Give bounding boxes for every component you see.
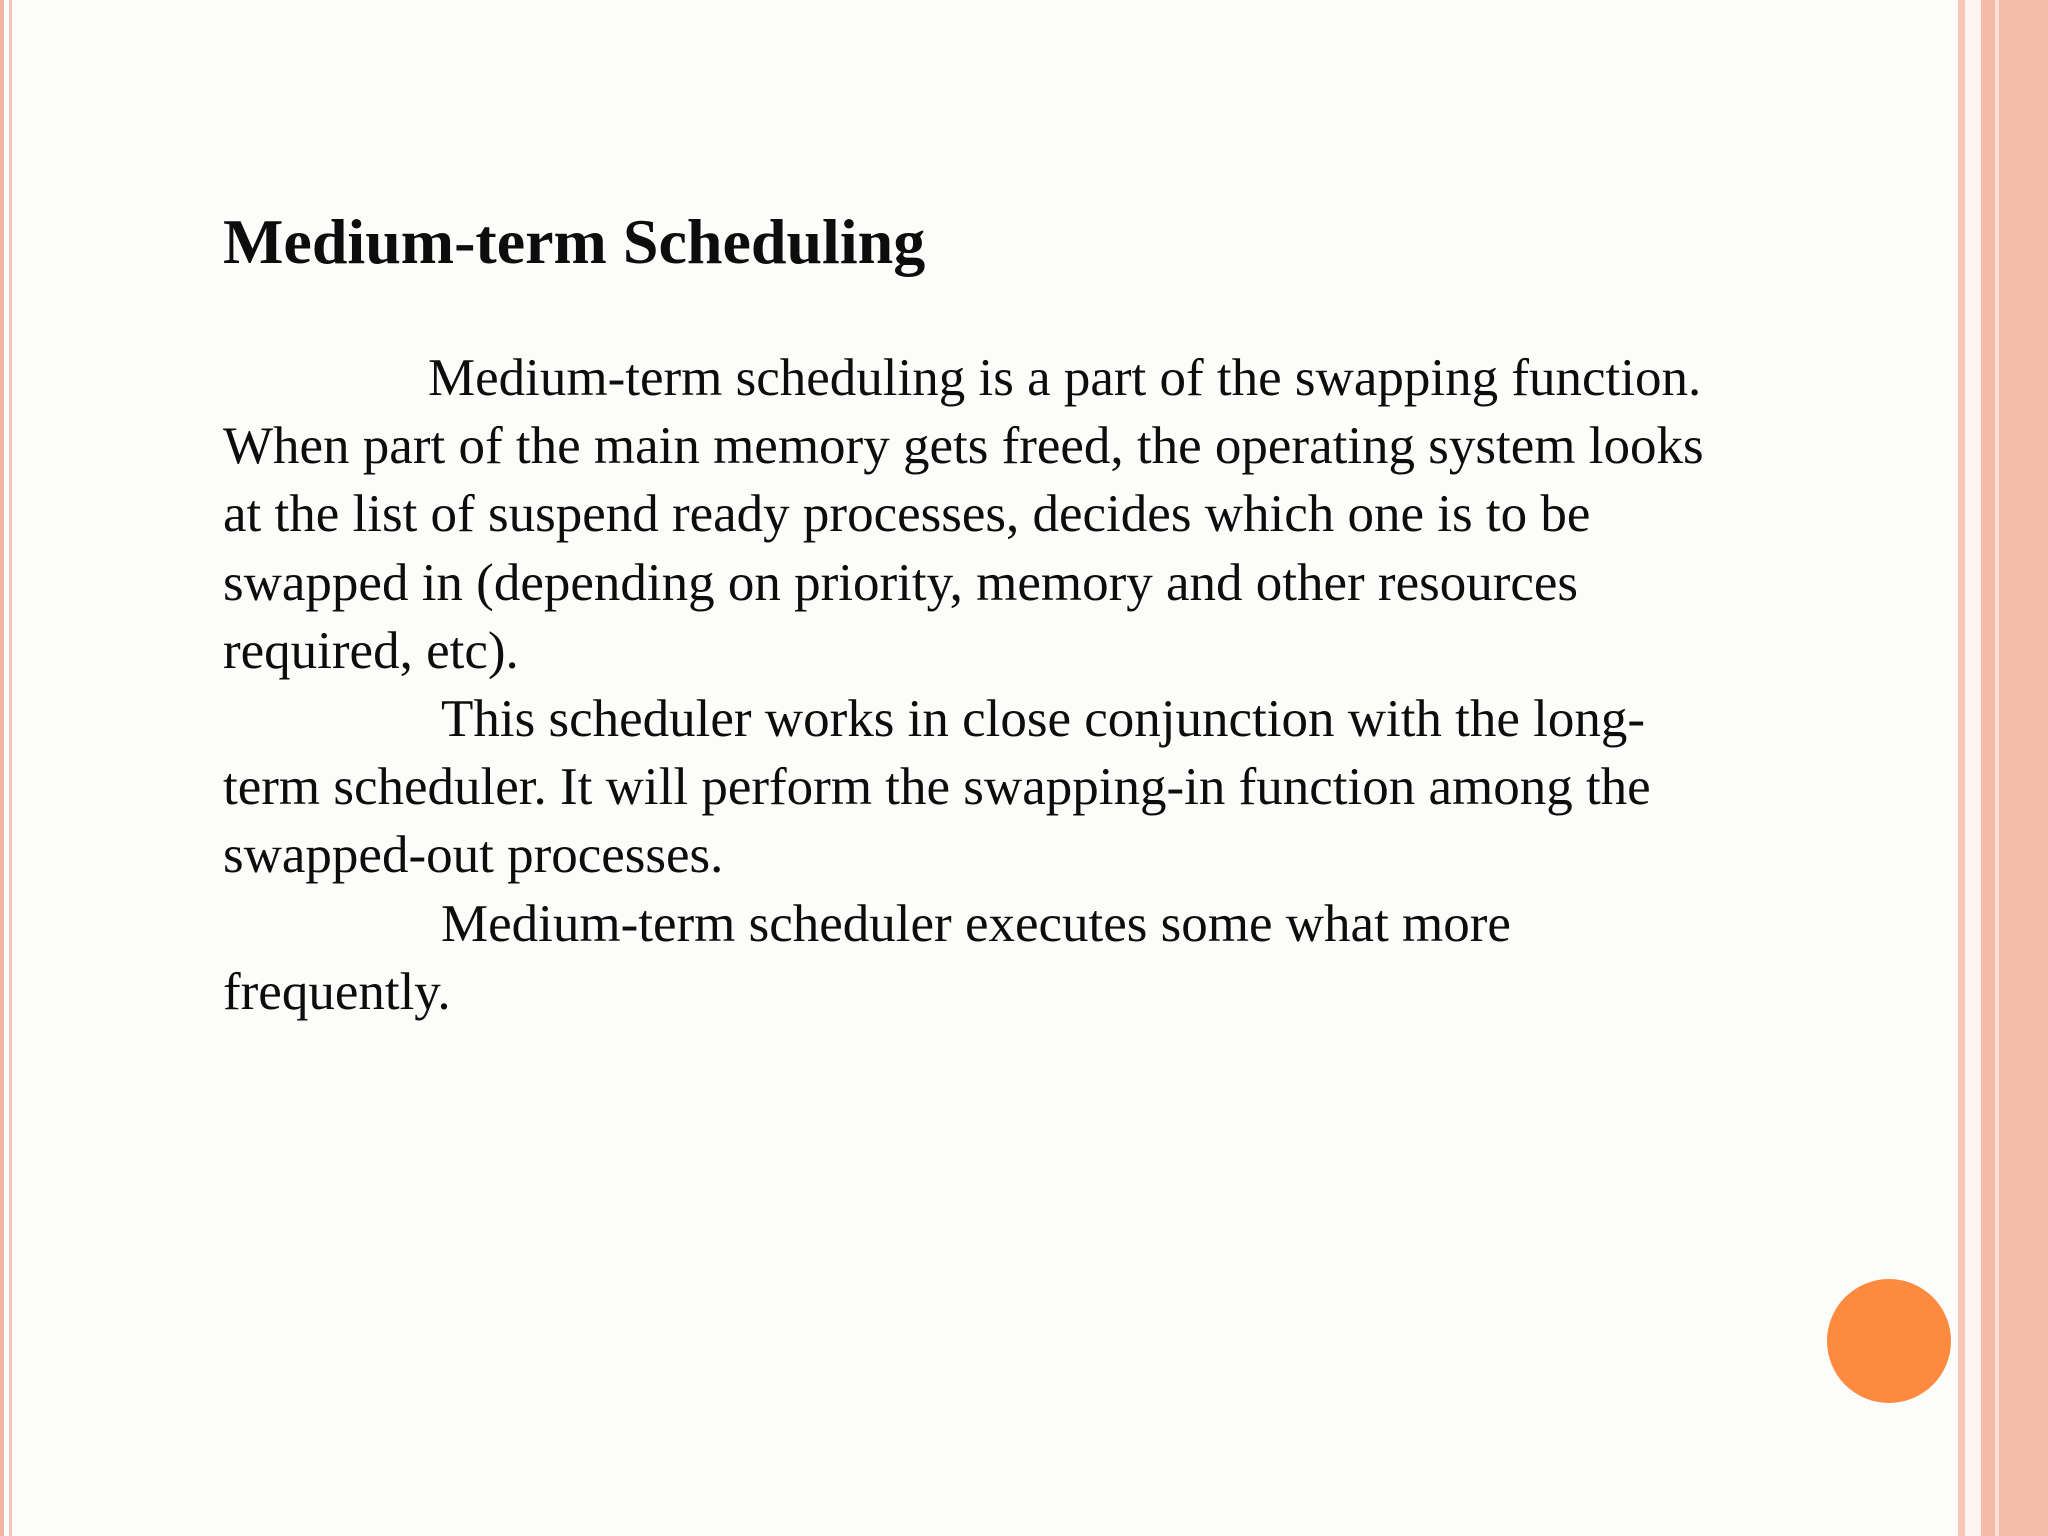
slide-body: [223, 344, 1843, 1026]
decorative-orange-circle: [1827, 1279, 1951, 1403]
right-border-band-outer: [1999, 0, 2048, 1536]
right-border-band-middle: [1981, 0, 1995, 1536]
body-line: swapped-out processes.: [223, 826, 724, 885]
body-line: required, etc).: [223, 621, 519, 680]
body-line: Medium-term scheduler executes some what more: [441, 894, 1511, 953]
body-line: Medium-term scheduling is a part of the swapping function.: [428, 349, 1702, 407]
body-line: frequently.: [223, 962, 451, 1021]
right-border-gap: [1965, 0, 1981, 1536]
slide-title: Medium-term Scheduling: [223, 206, 926, 277]
body-line: term scheduler. It will perform the swapping-in function among the: [223, 758, 1651, 817]
body-line: When part of the main memory gets freed, the operating system looks: [223, 417, 1704, 476]
left-border-stripe-inner: [9, 0, 12, 1536]
body-line: This scheduler works in close conjunction with the long-: [441, 690, 1646, 749]
body-line: swapped in (depending on priority, memory and other resources: [223, 553, 1579, 612]
right-border-band: [1958, 0, 1965, 1536]
left-border-stripe: [0, 0, 4, 1536]
body-line: at the list of suspend ready processes, decides which one is to be: [223, 485, 1591, 544]
